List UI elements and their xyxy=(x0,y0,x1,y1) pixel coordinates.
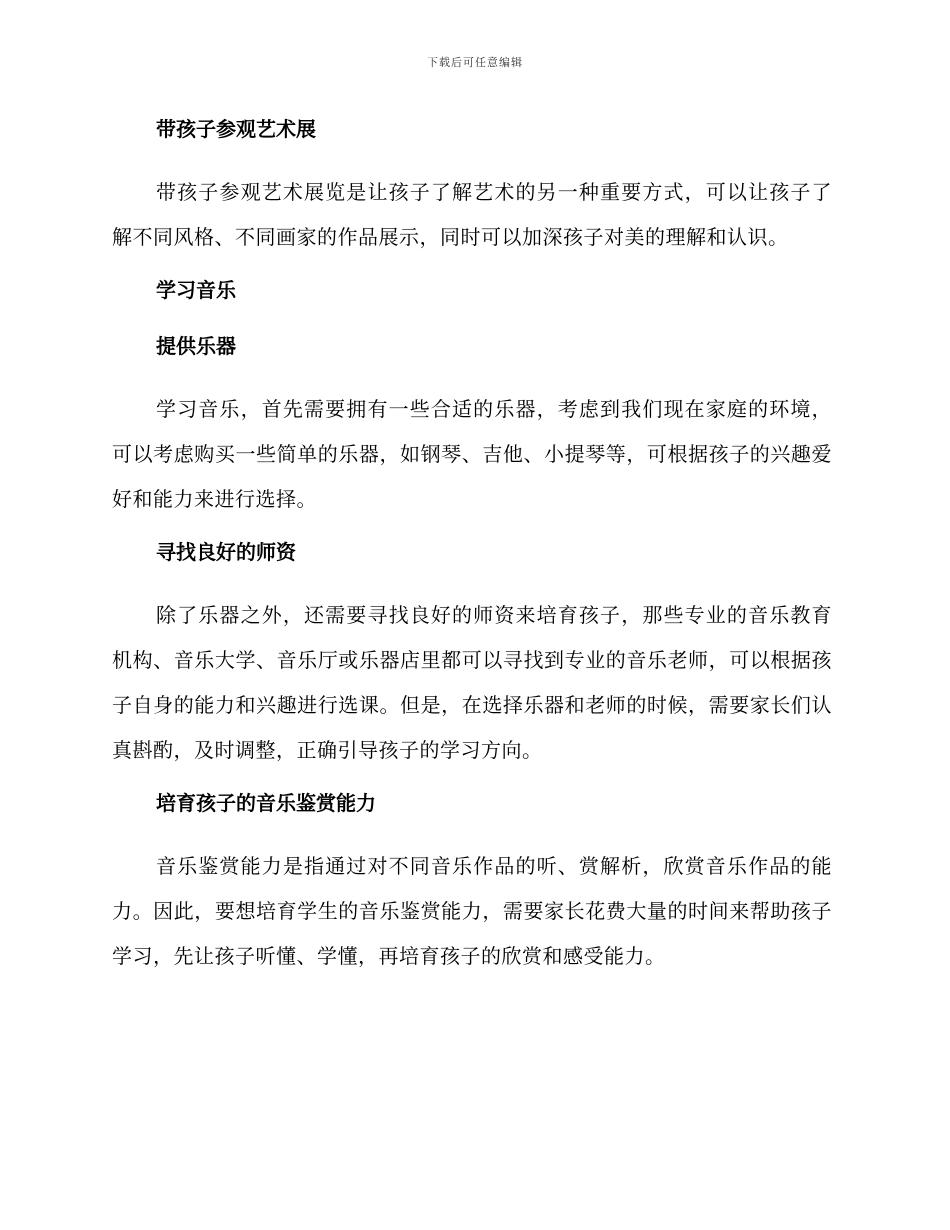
subheading-music-appreciation: 培育孩子的音乐鉴赏能力 xyxy=(156,791,376,815)
paragraph-art-exhibition: 带孩子参观艺术展览是让孩子了解艺术的另一种重要方式，可以让孩子了解不同风格、不同画家的作品展示，同时可以加深孩子对美的理解和认识。 xyxy=(112,180,832,249)
header-note: 下载后可任意编辑 xyxy=(427,56,523,69)
section-heading-learn-music: 学习音乐 xyxy=(156,278,236,302)
section-heading-art-exhibition: 带孩子参观艺术展 xyxy=(156,117,316,141)
subheading-find-teachers: 寻找良好的师资 xyxy=(156,540,296,564)
subheading-provide-instruments: 提供乐器 xyxy=(156,334,236,358)
document-body xyxy=(112,114,832,994)
paragraph-provide-instruments: 学习音乐，首先需要拥有一些合适的乐器，考虑到我们现在家庭的环境，可以考虑购买一些简单的乐器，如钢琴、吉他、小提琴等，可根据孩子的兴趣爱好和能力来进行选择。 xyxy=(112,397,832,511)
paragraph-music-appreciation: 音乐鉴赏能力是指通过对不同音乐作品的听、赏解析，欣赏音乐作品的能力。因此，要想培育学生的音乐鉴赏能力，需要家长花费大量的时间来帮助孩子学习，先让孩子听懂、学懂，再培育孩子的欣赏和感受能力。 xyxy=(112,854,832,968)
paragraph-find-teachers: 除了乐器之外，还需要寻找良好的师资来培育孩子，那些专业的音乐教育机构、音乐大学、音乐厅或乐器店里都可以寻找到专业的音乐老师，可以根据孩子自身的能力和兴趣进行选课。但是，在选择乐器和老师的时候，需要家长们认真斟酌，及时调整，正确引导孩子的学习方向。 xyxy=(112,603,832,762)
